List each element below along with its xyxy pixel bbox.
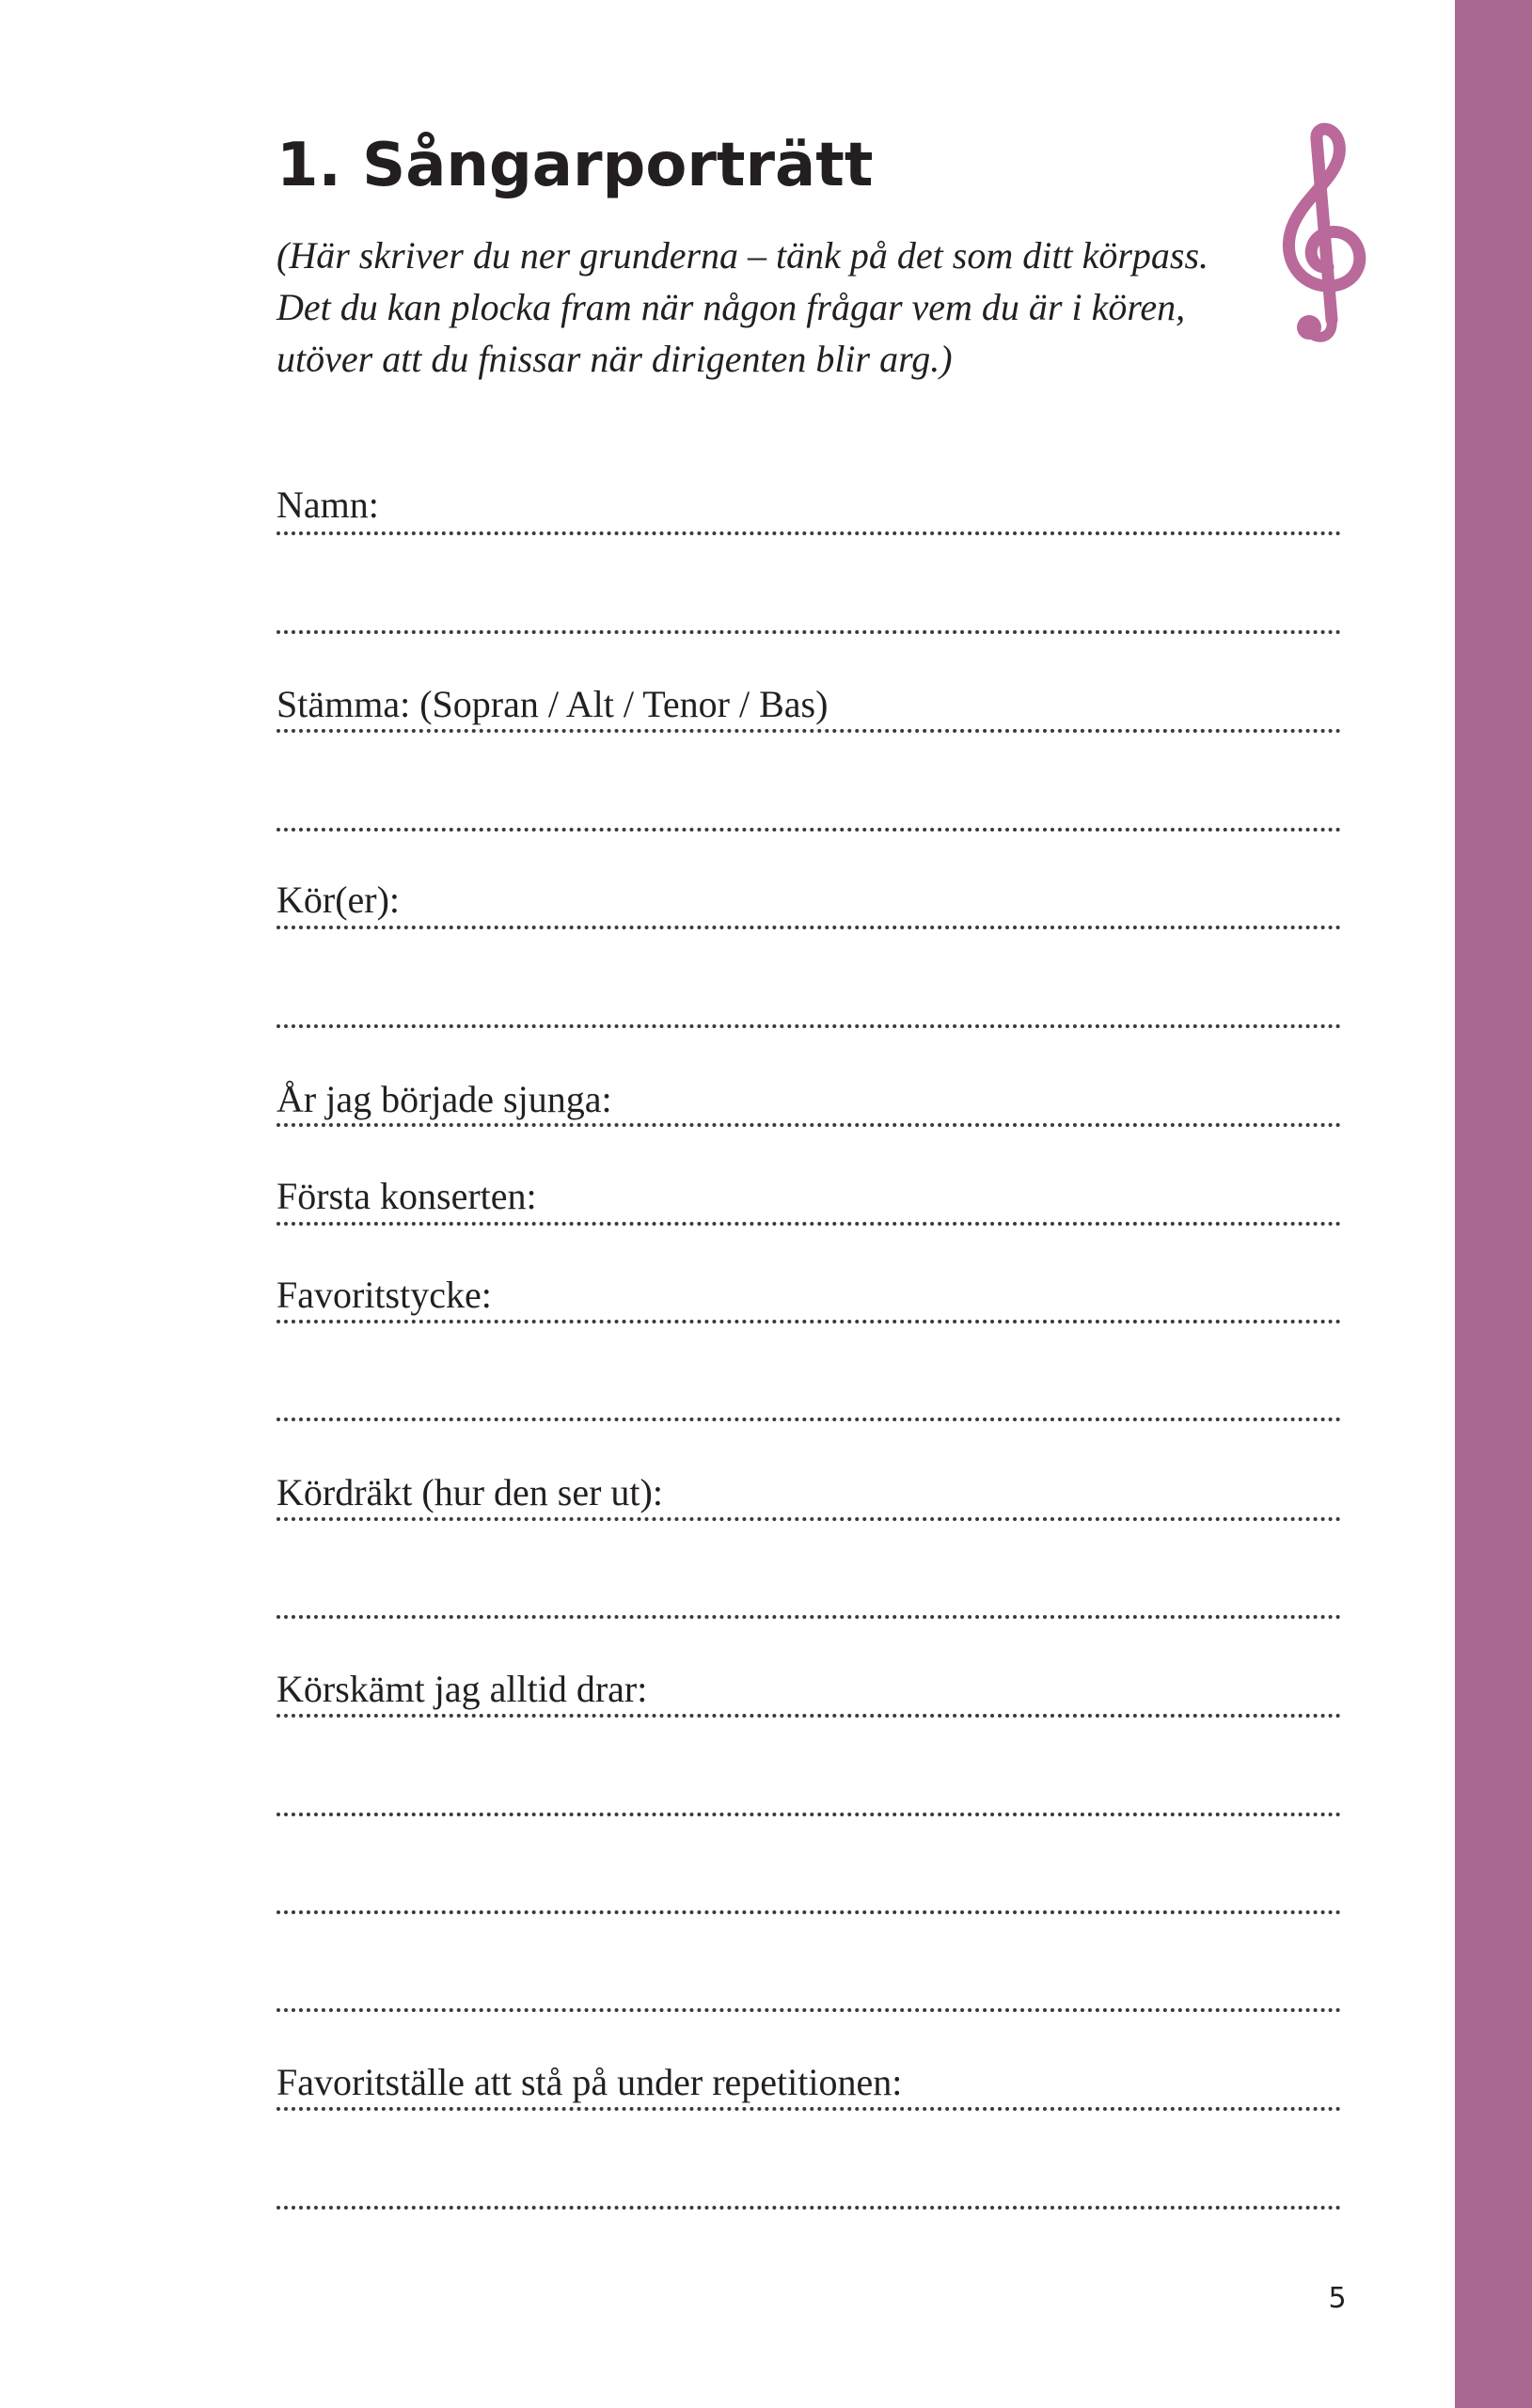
name-label: Namn:	[276, 483, 379, 526]
voice-write-line[interactable]	[276, 828, 1341, 832]
choir-outfit-label: Kördräkt (hur den ser ut):	[276, 1471, 663, 1513]
page-number: 5	[1328, 2282, 1347, 2315]
choirs-write-line[interactable]	[276, 926, 1341, 929]
treble-clef-icon	[1260, 122, 1382, 348]
name-write-line[interactable]	[276, 531, 1341, 535]
first-concert-label: Första konserten:	[276, 1175, 537, 1217]
intro-line: Det du kan plocka fram när någon frågar vem du är i kören,	[276, 286, 1186, 328]
name-write-line[interactable]	[276, 630, 1341, 634]
choir-joke-label: Körskämt jag alltid drar:	[276, 1668, 648, 1710]
favorite-piece-write-line[interactable]	[276, 1320, 1341, 1323]
page-title: 1. Sångarporträtt	[276, 131, 874, 200]
start-year-label: År jag började sjunga:	[276, 1078, 612, 1120]
choirs-label: Kör(er):	[276, 879, 401, 921]
choir-joke-write-line[interactable]	[276, 1714, 1341, 1718]
choirs-write-line[interactable]	[276, 1024, 1341, 1028]
choir-joke-write-line[interactable]	[276, 1910, 1341, 1914]
choir-outfit-write-line[interactable]	[276, 1615, 1341, 1619]
favorite-spot-write-line[interactable]	[276, 2107, 1341, 2111]
voice-write-line[interactable]	[276, 729, 1341, 733]
voice-label: Stämma: (Sopran / Alt / Tenor / Bas)	[276, 683, 829, 725]
intro-line: utöver att du fnissar när dirigenten blir arg.)	[276, 338, 953, 380]
first-concert-write-line[interactable]	[276, 1222, 1341, 1226]
choir-joke-write-line[interactable]	[276, 1813, 1341, 1816]
intro-text	[276, 230, 1273, 385]
favorite-piece-label: Favoritstycke:	[276, 1274, 492, 1316]
favorite-spot-label: Favoritställe att stå på under repetitionen:	[276, 2061, 903, 2103]
choir-joke-write-line[interactable]	[276, 2008, 1341, 2012]
start-year-write-line[interactable]	[276, 1123, 1341, 1127]
favorite-spot-write-line[interactable]	[276, 2206, 1341, 2210]
favorite-piece-write-line[interactable]	[276, 1418, 1341, 1421]
side-accent-band	[1455, 0, 1532, 2408]
choir-outfit-write-line[interactable]	[276, 1517, 1341, 1521]
intro-line: (Här skriver du ner grunderna – tänk på det som ditt körpass.	[276, 234, 1209, 277]
